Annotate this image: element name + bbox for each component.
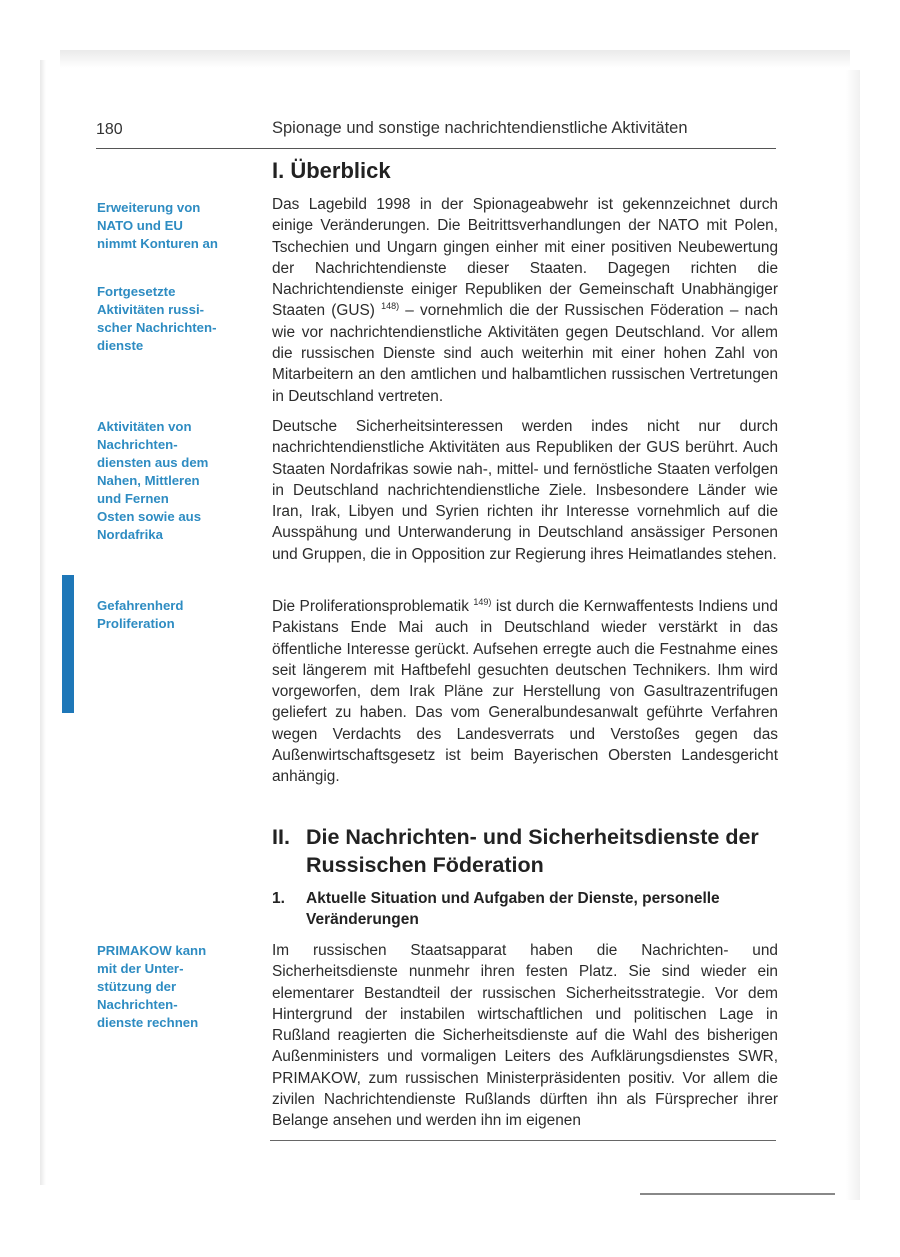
subsection-heading — [272, 888, 792, 930]
footer-rule — [270, 1140, 776, 1141]
section-title: Die Nachrichten- und Sicherheitsdienste der Russischen Föderation — [306, 825, 759, 877]
scan-edge-right — [846, 70, 860, 1200]
subsection-title: Aktuelle Situation und Aufgaben der Dienste, personelle Veränderungen — [306, 890, 720, 928]
margin-note-primakow: PRIMAKOW kann mit der Unter- stützung der Nachrichten- dienste rechnen — [97, 943, 207, 1030]
paragraph-text: ist durch die Kernwaffentests Indiens und Pakistans Ende Mai auch in Deutschland wieder verstärkt in das öffentliche Interesse gerückt. Aufsehen erregte auch die Festnahme eines seit längerem mit Haftbefehl gesuchten deutschen Technikers. Ihm wird vorgeworfen, dem Irak Pläne zur Herstellung von Gasultrazentrifugen geliefert zu haben. Das vom Generalbundesanwalt geführte Verfahren wegen Verdachts des Landesverrats und Verstoßes gegen das Außenwirtschaftsgesetz ist beim Bayerischen Obersten Landesgericht anhängig. — [272, 598, 778, 786]
paragraph-overview-1 — [272, 194, 778, 407]
margin-note-russian-services: Fortgesetzte Aktivitäten russi- scher Nachrichten- dienste — [97, 284, 217, 353]
scan-edge-left — [40, 60, 46, 1185]
margin-note-proliferation: Gefahrenherd Proliferation — [97, 598, 184, 631]
paragraph-text: Das Lagebild 1998 in der Spionageabwehr ist gekennzeichnet durch einige Veränderungen. Die Beitrittsverhandlungen der NATO mit Polen, Tschechien und Ungarn gingen einher mit einer positiven Neubewertung der Nachrichtendienste dieser Staaten. Dagegen richten die Nachrichtendienste einiger Republiken der Gemeinschaft Unabhängiger Staaten (GUS) — [272, 196, 778, 320]
scan-artifact-line — [640, 1193, 835, 1195]
footnote-ref-149: 149) — [473, 596, 492, 607]
margin-note-middle-east: Aktivitäten von Nachrichten- diensten aus dem Nahen, Mittleren und Fernen Osten sowie aus Nordafrika — [97, 419, 209, 542]
chapter-tab-marker — [62, 575, 74, 713]
paragraph-russian-services: Im russischen Staatsapparat haben die Nachrichten- und Sicherheitsdienste nunmehr ihren festen Platz. Sie sind wieder ein elementarer Bestandteil der russischen Sicherheitsstrategie. Vor dem Hintergrund der instabilen wirtschaftlichen und politischen Lage in Rußland reagierten die Sicherheitsdienste auf die Wahl des bisherigen Außenministers und vormaligen Leiters des Aufklärungsdienstes SWR, PRIMAKOW, zum russischen Ministerpräsidenten positiv. Vor allem die zivilen Nachrichtendienste Rußlands dürften ihn als Fürsprecher ihrer Belange ansehen und werden ihn im eigenen — [272, 942, 778, 1130]
paragraph-text: – vornehmlich die der Russischen Föderation – nach wie vor nachrichtendienstliche Aktivitäten gegen Deutschland. Vor allem die russischen Dienste sind auch weiterhin mit einer hohen Zahl von Mitarbeitern an den amtlichen und halbamtlichen russischen Vertretungen in Deutschland vertreten. — [272, 302, 779, 405]
scan-edge-top — [60, 50, 850, 68]
page-number: 180 — [96, 121, 123, 138]
section-heading-overview: I. Überblick — [272, 158, 391, 183]
running-title: Spionage und sonstige nachrichtendienstliche Aktivitäten — [272, 119, 688, 137]
section-heading-russian-services — [272, 823, 792, 879]
margin-note-nato-eu: Erweiterung von NATO und EU nimmt Konturen an — [97, 200, 218, 251]
paragraph-overview-2: Deutsche Sicherheitsinteressen werden indes nicht nur durch nachrichtendienstliche Aktivitäten aus Republiken der GUS berührt. Auch Staaten Nordafrikas sowie nah-, mittel- und fernöstliche Staaten verfolgen in Deutschland nachrichtendienstliche Ziele. Insbesondere Länder wie Iran, Irak, Libyen und Syrien richten ihr Interesse vornehmlich auf die Ausspähung und Unterwanderung in Deutschland ansässiger Personen und Gruppen, die in Opposition zur Regierung ihres Heimatlandes stehen. — [272, 418, 778, 563]
footnote-ref-148: 148) — [381, 301, 400, 312]
header-rule — [96, 148, 776, 149]
section-number: II. — [272, 825, 290, 849]
subsection-number: 1. — [272, 890, 285, 907]
paragraph-overview-3 — [272, 596, 778, 788]
paragraph-text: Die Proliferationsproblematik — [272, 598, 474, 615]
